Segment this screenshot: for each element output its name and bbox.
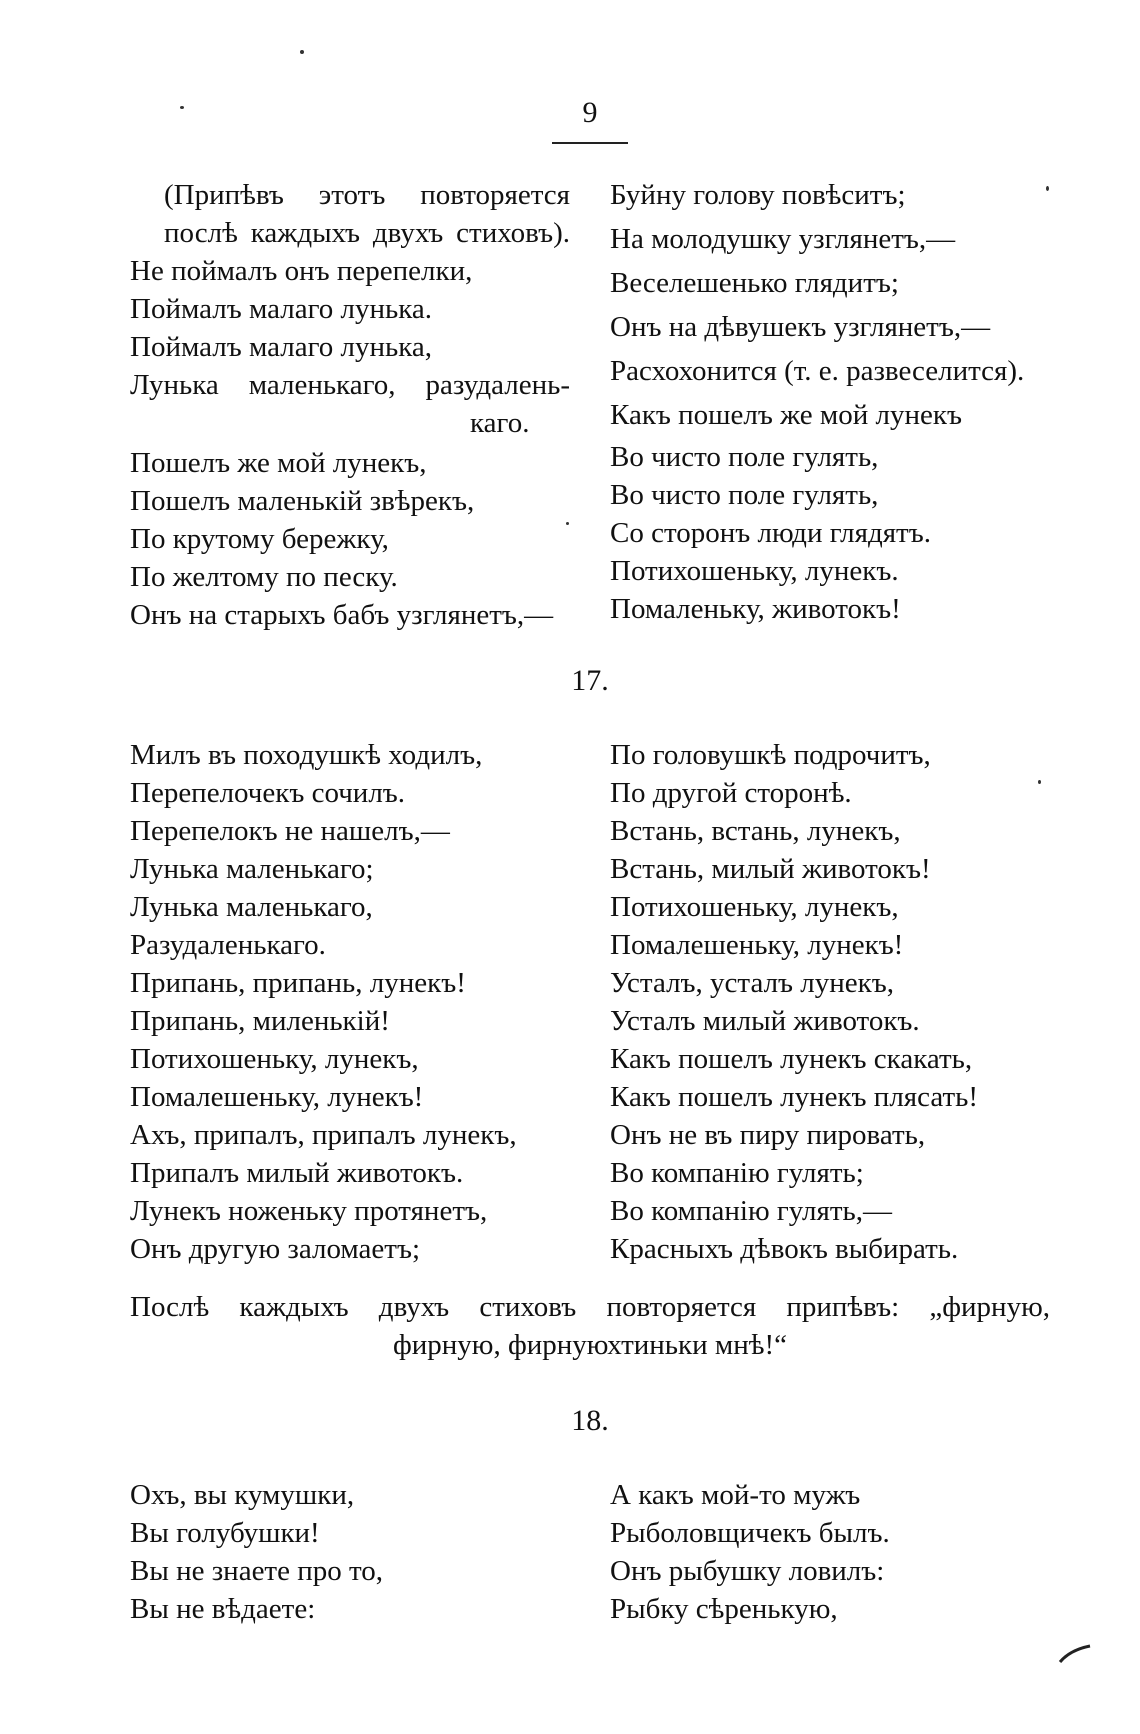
verse-line: Рыбку сѣренькую, bbox=[610, 1593, 838, 1625]
page-number: 9 bbox=[582, 96, 598, 129]
verse-line: Припань, припань, лунекъ! bbox=[130, 967, 466, 999]
verse-line: Вы не вѣдаете: bbox=[130, 1593, 316, 1625]
verse-line: Какъ пошелъ лунекъ плясать! bbox=[610, 1081, 979, 1113]
verse-line: Встань, милый животокъ! bbox=[610, 853, 931, 885]
page-number-rule bbox=[552, 142, 628, 144]
verse-line: Пошелъ маленькій звѣрекъ, bbox=[130, 485, 475, 517]
verse-line: Онъ рыбушку ловилъ: bbox=[610, 1555, 885, 1587]
verse-line: Поймалъ малаго лунька, bbox=[130, 331, 432, 363]
verse-line: По крутому бережку, bbox=[130, 523, 389, 555]
verse-line: Помаленьку, животокъ! bbox=[610, 593, 901, 625]
verse-line: Охъ, вы кумушки, bbox=[130, 1479, 355, 1511]
verse-line: Усталъ милый животокъ. bbox=[610, 1005, 920, 1037]
verse-line-continuation: каго. bbox=[470, 407, 530, 439]
verse-line: Ахъ, припалъ, припалъ лунекъ, bbox=[130, 1119, 517, 1151]
verse-line: Веселешенько глядитъ; bbox=[610, 267, 899, 299]
scan-speck bbox=[1038, 780, 1041, 784]
verse-line: Перепелочекъ сочилъ. bbox=[130, 777, 406, 809]
refrain-note-continuation: фирную, фирнуюхтиньки мнѣ!“ bbox=[392, 1329, 788, 1361]
scan-speck bbox=[300, 50, 304, 54]
verse-line: (Припѣвъ этотъ повторяется bbox=[164, 179, 570, 211]
section-number: 18. bbox=[571, 1404, 609, 1437]
verse-line: Онъ другую заломаетъ; bbox=[130, 1233, 421, 1265]
verse-line: Усталъ, усталъ лунекъ, bbox=[610, 967, 894, 999]
verse-line: Встань, встань, лунекъ, bbox=[610, 815, 901, 847]
verse-line: Помалешеньку, лунекъ! bbox=[610, 929, 904, 961]
verse-line: послѣ каждыхъ двухъ стиховъ). bbox=[164, 217, 570, 249]
verse-line: Онъ на старыхъ бабъ узглянетъ,— bbox=[130, 599, 554, 631]
verse-line: Красныхъ дѣвокъ выбирать. bbox=[610, 1233, 959, 1265]
verse-line: Онъ на дѣвушекъ узглянетъ,— bbox=[610, 311, 991, 343]
scan-speck bbox=[566, 522, 569, 525]
verse-line: На молодушку узглянетъ,— bbox=[610, 223, 956, 255]
verse-line: Вы голубушки! bbox=[130, 1517, 320, 1549]
verse-line: Во чисто поле гулять, bbox=[610, 479, 879, 511]
verse-line: Рыболовщичекъ былъ. bbox=[610, 1517, 890, 1549]
verse-line: Припалъ милый животокъ. bbox=[130, 1157, 464, 1189]
verse-line: Поймалъ малаго лунька. bbox=[130, 293, 432, 325]
verse-line: Вы не знаете про то, bbox=[130, 1555, 384, 1587]
verse-line: Припань, миленькій! bbox=[130, 1005, 390, 1037]
verse-line: Какъ пошелъ же мой лунекъ bbox=[610, 399, 962, 431]
verse-line: Лунекъ ноженьку протянетъ, bbox=[130, 1195, 488, 1227]
verse-line: По головушкѣ подрочитъ, bbox=[610, 739, 931, 771]
verse-line: Во компанію гулять; bbox=[610, 1157, 864, 1189]
refrain-note: Послѣ каждыхъ двухъ стиховъ повторяется припѣвъ: „фирную, bbox=[130, 1291, 1050, 1323]
verse-line: Потихошеньку, лунекъ. bbox=[610, 555, 899, 587]
verse-line: Помалешеньку, лунекъ! bbox=[130, 1081, 424, 1113]
verse-line: Разудаленькаго. bbox=[130, 929, 326, 961]
verse-line: Со сторонъ люди глядятъ. bbox=[610, 517, 931, 549]
verse-line: Не поймалъ онъ перепелки, bbox=[130, 255, 473, 287]
verse-line: Пошелъ же мой лунекъ, bbox=[130, 447, 427, 479]
scan-speck bbox=[1046, 186, 1049, 191]
verse-line: Лунька маленькаго; bbox=[130, 853, 374, 885]
verse-line: Во компанію гулять,— bbox=[610, 1195, 892, 1227]
verse-line: А какъ мой-то мужъ bbox=[610, 1479, 861, 1511]
verse-line: По другой сторонѣ. bbox=[610, 777, 852, 809]
verse-line: Расхохонится (т. е. развеселится). bbox=[610, 355, 1025, 387]
ink-mark bbox=[1056, 1640, 1096, 1670]
section-number: 17. bbox=[571, 664, 609, 697]
verse-line: Лунька маленькаго, bbox=[130, 891, 373, 923]
verse-line: Потихошеньку, лунекъ, bbox=[610, 891, 899, 923]
verse-line: Милъ въ походушкѣ ходилъ, bbox=[130, 739, 483, 771]
verse-line: Потихошеньку, лунекъ, bbox=[130, 1043, 419, 1075]
scan-speck bbox=[180, 106, 184, 109]
verse-line: Лунька маленькаго, разудалень- bbox=[130, 369, 570, 401]
verse-line: Какъ пошелъ лунекъ скакать, bbox=[610, 1043, 973, 1075]
verse-line: Буйну голову повѣситъ; bbox=[610, 179, 906, 211]
verse-line: Перепелокъ не нашелъ,— bbox=[130, 815, 450, 847]
verse-line: Во чисто поле гулять, bbox=[610, 441, 879, 473]
verse-line: По желтому по песку. bbox=[130, 561, 398, 593]
verse-line: Онъ не въ пиру пировать, bbox=[610, 1119, 926, 1151]
